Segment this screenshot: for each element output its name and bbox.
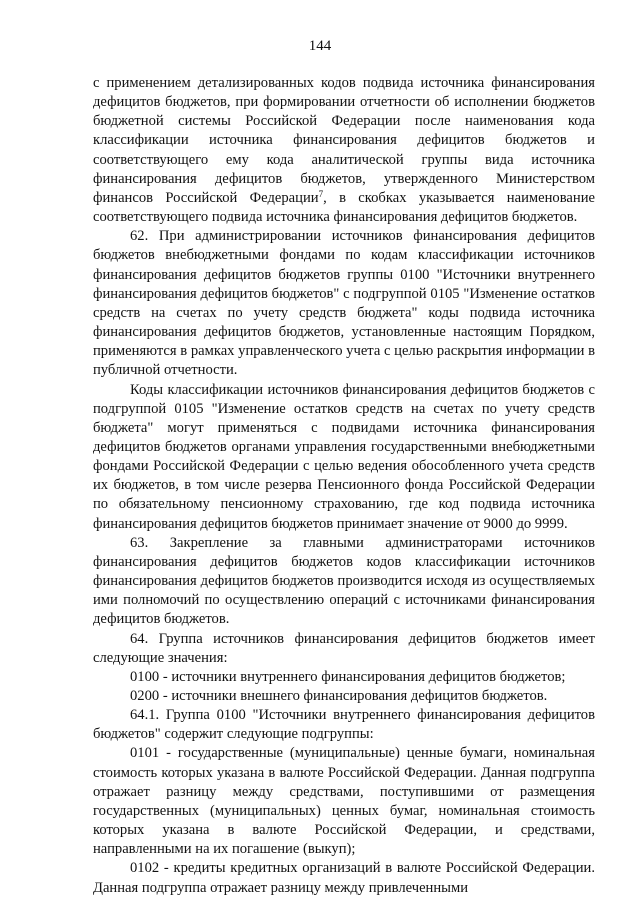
list-item-0102: 0102 - кредиты кредитных организаций в валюте Российской Федерации. Данная подгруппа отражает разницу между привлеченными [93, 860, 595, 896]
paragraph-text: с применением детализированных кодов подвида источника финансирования дефицитов бюджетов, при формировании отчетности об исполнении бюджетов бюджетной системы Российской Федерации после наименования кода классификации источника финансирования дефицитов бюджетов и соответствующего ему кода аналитической группы вида источника финансирования дефицитов бюджетов, утвержденного Министерством финансов Российской Федерации [93, 75, 595, 206]
document-body [93, 74, 595, 898]
list-item-0200: 0200 - источники внешнего финансирования дефицитов бюджетов. [130, 688, 548, 704]
page-number: 144 [308, 38, 332, 54]
paragraph-codes-0105: Коды классификации источников финансирования дефицитов бюджетов с подгруппой 0105 "Изменение остатков средств на счетах по учету средств бюджета" могут применяться с подвидами источника финансирования дефицитов бюджетов органами управления государственными внебюджетными фондами Российской Федерации с целью ведения обособленного учета средств их бюджетов, в том числе резерва Пенсионного фонда Российской Федерации по обязательному пенсионному страхованию, где код подвида источника финансирования дефицитов бюджетов принимает значение от 9000 до 9999. [93, 381, 595, 532]
paragraph-text-after: , в скобках указывается наименование соответствующего подвида источника финансирования дефицитов бюджетов. [93, 189, 595, 226]
list-item-0101: 0101 - государственные (муниципальные) ценные бумаги, номинальная стоимость которых указана в валюте Российской Федерации. Данная подгруппа отражает разницу между средствами, поступившими от размещения государственных (муниципальных) ценных бумаг, номинальная стоимость которых указана в валюте Российской Федерации, и средствами, направленными на их погашение (выкуп); [93, 745, 595, 858]
paragraph-64: 64. Группа источников финансирования дефицитов бюджетов имеет следующие значения: [93, 630, 595, 666]
footnote-ref: 7 [318, 188, 324, 199]
paragraph-63: 63. Закрепление за главными администраторами источников финансирования дефицитов бюджетов кодов классификации источников финансирования дефицитов бюджетов производится исходя из осуществляемых ими полномочий по осуществлению операций с источниками финансирования дефицитов бюджетов. [93, 534, 595, 628]
list-item-0100: 0100 - источники внутреннего финансирования дефицитов бюджетов; [130, 668, 566, 685]
paragraph-64-1: 64.1. Группа 0100 "Источники внутреннего финансирования дефицитов бюджетов" содержит следующие подгруппы: [93, 707, 595, 743]
paragraph-62: 62. При администрировании источников финансирования дефицитов бюджетов внебюджетными фондами по кодам классификации источников финансирования дефицитов бюджетов группы 0100 "Источники внутреннего финансирования дефицитов бюджетов" с подгруппой 0105 "Изменение остатков средств на счетах по учету средств бюджета" коды подвида источника финансирования дефицитов бюджетов, установленные настоящим Порядком, применяются в рамках управленческого учета с целью раскрытия информации в публичной отчетности. [93, 228, 595, 379]
paragraph-continuation [93, 74, 595, 227]
